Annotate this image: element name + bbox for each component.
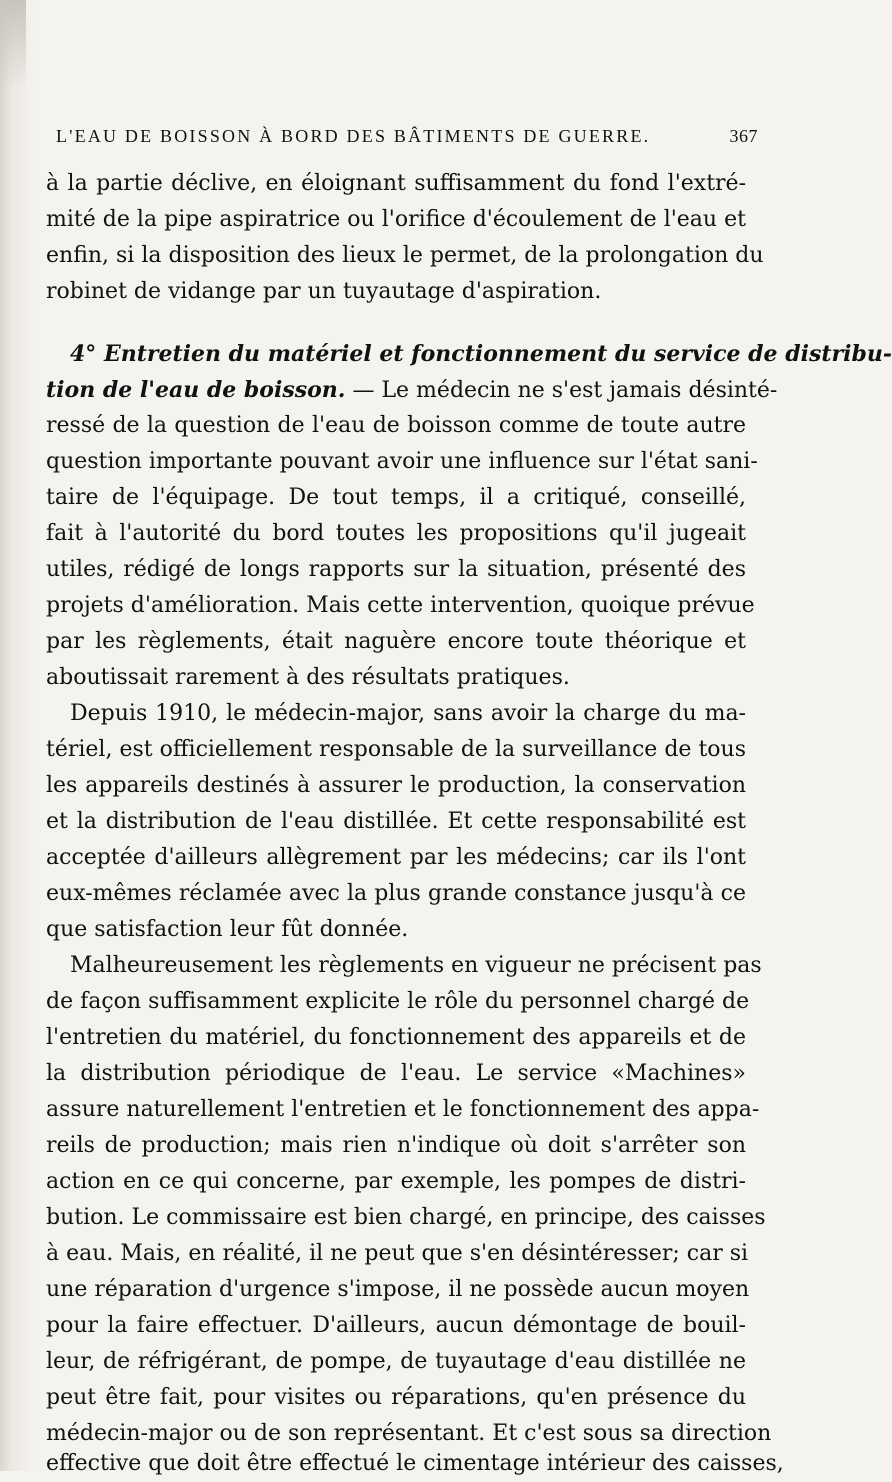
section-text: — Le médecin ne s'est jamais désinté-: [345, 378, 778, 403]
text-line: une réparation d'urgence s'impose, il ne possède aucun moyen: [46, 1277, 750, 1302]
section-heading: 4° Entretien du matériel et fonctionnement du service de distribu-: [70, 341, 892, 367]
scanned-page-edge: [0, 0, 34, 1471]
text-line: et la distribution de l'eau distillée. Et cette responsabilité est: [46, 809, 746, 834]
text-line: peut être fait, pour visites ou réparations, qu'en présence du: [46, 1385, 746, 1410]
text-line: fait à l'autorité du bord toutes les propositions qu'il jugeait: [46, 521, 746, 546]
text-line: tériel, est officiellement responsable de la surveillance de tous: [46, 737, 746, 762]
running-header: [56, 126, 770, 154]
text-line: l'entretien du matériel, du fonctionnement des appareils et de: [46, 1025, 746, 1050]
text-line: leur, de réfrigérant, de pompe, de tuyautage d'eau distillée ne: [46, 1349, 746, 1374]
text-line: action en ce qui concerne, par exemple, les pompes de distri-: [46, 1169, 746, 1194]
paragraph-start: Malheureusement les règlements en vigueur ne précisent pas: [70, 953, 762, 978]
text-line: bution. Le commissaire est bien chargé, en principe, des caisses: [46, 1205, 766, 1230]
section-heading-continued: tion de l'eau de boisson.: [46, 377, 346, 403]
text-line: eux-mêmes réclamée avec la plus grande constance jusqu'à ce: [46, 881, 746, 906]
text-line: pour la faire effectuer. D'ailleurs, aucun démontage de bouil-: [46, 1313, 746, 1338]
text-line: médecin-major ou de son représentant. Et c'est sous sa direction: [46, 1421, 772, 1446]
text-line: que satisfaction leur fût donnée.: [46, 917, 409, 942]
text-line: la distribution périodique de l'eau. Le service «Machines»: [46, 1061, 746, 1086]
text-line: les appareils destinés à assurer le production, la conservation: [46, 773, 746, 798]
text-line: par les règlements, était naguère encore toute théorique et: [46, 629, 746, 654]
text-line: à eau. Mais, en réalité, il ne peut que s'en désintéresser; car si: [46, 1241, 749, 1266]
text-line: [46, 372, 778, 408]
text-line: assure naturellement l'entretien et le fonctionnement des appa-: [46, 1097, 760, 1122]
text-line: projets d'amélioration. Mais cette intervention, quoique prévue: [46, 593, 755, 618]
text-line: utiles, rédigé de longs rapports sur la situation, présenté des: [46, 557, 746, 582]
section-heading-line: [70, 336, 892, 372]
text-line: acceptée d'ailleurs allègrement par les médecins; car ils l'ont: [46, 845, 746, 870]
text-line: ressé de la question de l'eau de boisson comme de toute autre: [46, 413, 746, 438]
scan-shadow: [0, 0, 26, 90]
text-line: effective que doit être effectué le cimentage intérieur des caisses,: [46, 1451, 784, 1476]
text-line: mité de la pipe aspiratrice ou l'orifice d'écoulement de l'eau et: [46, 207, 746, 232]
paragraph-start: Depuis 1910, le médecin-major, sans avoir la charge du ma-: [70, 701, 746, 726]
text-line: question importante pouvant avoir une influence sur l'état sani-: [46, 449, 758, 474]
text-line: robinet de vidange par un tuyautage d'aspiration.: [46, 279, 602, 304]
text-line: aboutissait rarement à des résultats pratiques.: [46, 665, 570, 690]
text-line: taire de l'équipage. De tout temps, il a critiqué, conseillé,: [46, 485, 746, 510]
page-number: 367: [729, 126, 758, 146]
text-line: reils de production; mais rien n'indique où doit s'arrêter son: [46, 1133, 746, 1158]
running-title: L'EAU DE BOISSON À BORD DES BÂTIMENTS DE GUERRE.: [56, 126, 651, 146]
text-line: de façon suffisamment explicite le rôle du personnel chargé de: [46, 989, 750, 1014]
text-line: enfin, si la disposition des lieux le permet, de la prolongation du: [46, 243, 764, 268]
text-line: à la partie déclive, en éloignant suffisamment du fond l'extré-: [46, 171, 746, 196]
